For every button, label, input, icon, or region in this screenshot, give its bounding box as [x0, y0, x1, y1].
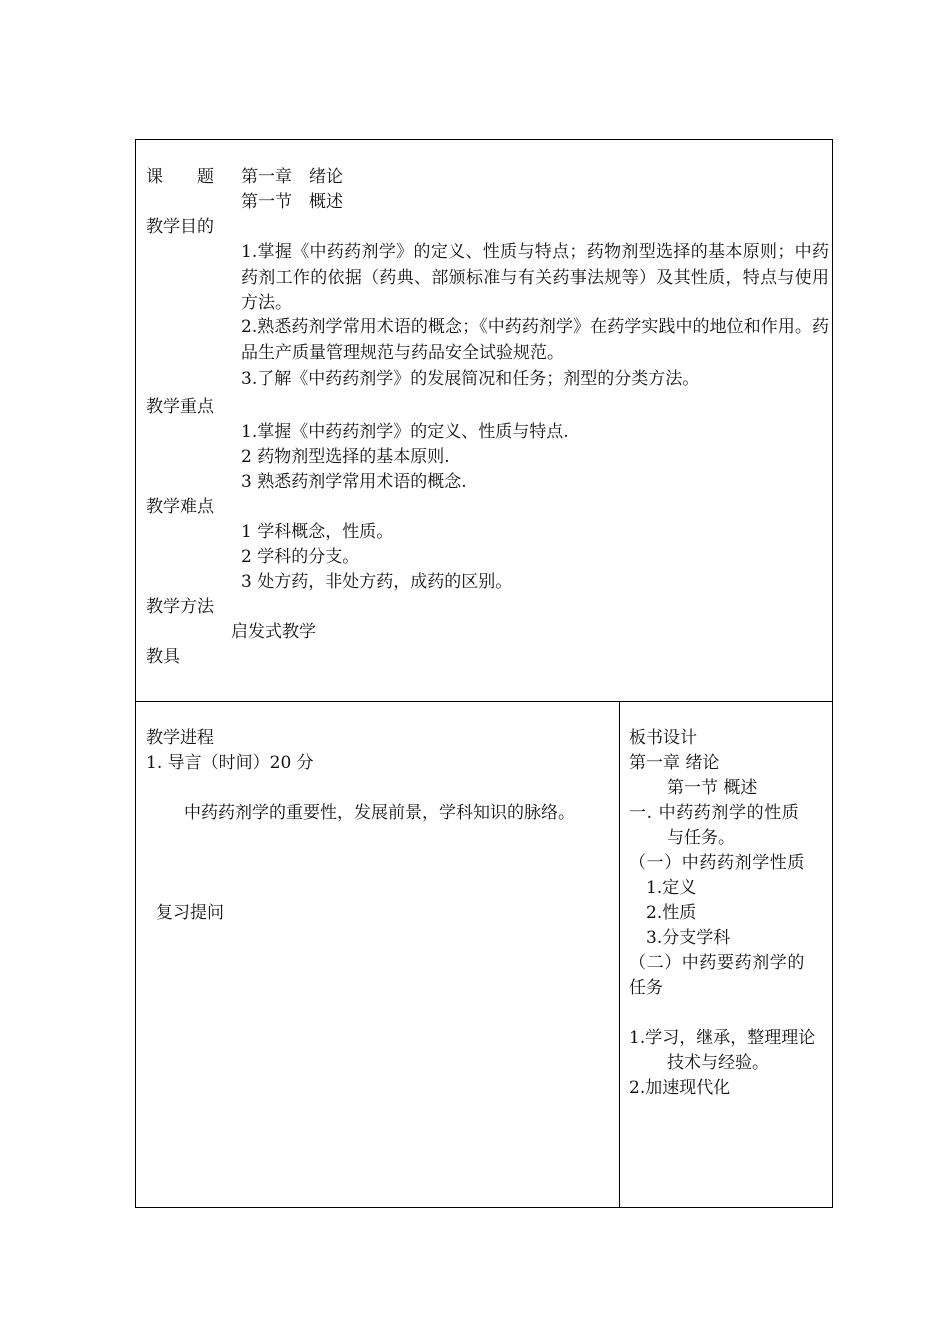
- method-value: 启发式教学: [231, 622, 316, 642]
- review-label: 复习提问: [156, 903, 224, 923]
- board-label: 板书设计: [629, 728, 697, 748]
- difficulties-label: 教学难点: [146, 497, 214, 517]
- objectives-label: 教学目的: [146, 217, 214, 237]
- objective-item: 3.了解《中药药剂学》的发展简况和任务；剂型的分类方法。: [241, 369, 700, 389]
- chapter-title: 第一章 绪论: [241, 167, 343, 187]
- column-divider: [619, 701, 620, 1208]
- process-text: 中药药剂学的重要性，发展前景，学科知识的脉络。: [184, 803, 575, 823]
- board-line: （一）中药药剂学性质: [629, 853, 805, 873]
- lesson-plan-table: [135, 139, 833, 1208]
- section-title: 第一节 概述: [241, 192, 343, 212]
- board-line: 一. 中药药剂学的性质: [629, 803, 800, 823]
- method-label: 教学方法: [146, 597, 214, 617]
- board-line: 任务: [629, 978, 663, 998]
- objective-item: 1.掌握《中药药剂学》的定义、性质与特点；药物剂型选择的基本原则；中药药剂工作的依据（药典、部颁标准与有关药事法规等）及其性质，特点与使用方法。: [241, 242, 829, 313]
- board-line: 1.定义: [646, 878, 697, 898]
- difficulty-item: 1 学科概念，性质。: [241, 522, 394, 542]
- board-line: 2.性质: [646, 903, 697, 923]
- row-divider: [136, 701, 832, 702]
- board-line: 第一章 绪论: [629, 753, 720, 773]
- board-line: 2.加速现代化: [629, 1078, 731, 1098]
- board-line: 1.学习，继承，整理理论: [629, 1028, 816, 1048]
- board-line: （二）中药要药剂学的: [629, 953, 805, 973]
- topic-label: 课 题: [146, 167, 214, 187]
- key-point-item: 3 熟悉药剂学常用术语的概念.: [241, 472, 467, 492]
- board-line: 3.分支学科: [646, 928, 731, 948]
- difficulty-item: 2 学科的分支。: [241, 547, 360, 567]
- process-intro: 1. 导言（时间）20 分: [146, 753, 314, 773]
- key-point-item: 2 药物剂型选择的基本原则.: [241, 447, 450, 467]
- board-line: 技术与经验。: [667, 1053, 769, 1073]
- board-line: 与任务。: [667, 828, 735, 848]
- process-label: 教学进程: [146, 728, 214, 748]
- tools-label: 教具: [146, 647, 180, 667]
- objective-item: 2.熟悉药剂学常用术语的概念；《中药药剂学》在药学实践中的地位和作用。药品生产质量管理规范与药品安全试验规范。: [241, 317, 829, 363]
- difficulty-item: 3 处方药，非处方药，成药的区别。: [241, 572, 513, 592]
- key-point-item: 1.掌握《中药药剂学》的定义、性质与特点.: [241, 422, 569, 442]
- key-points-label: 教学重点: [146, 397, 214, 417]
- board-line: 第一节 概述: [667, 778, 758, 798]
